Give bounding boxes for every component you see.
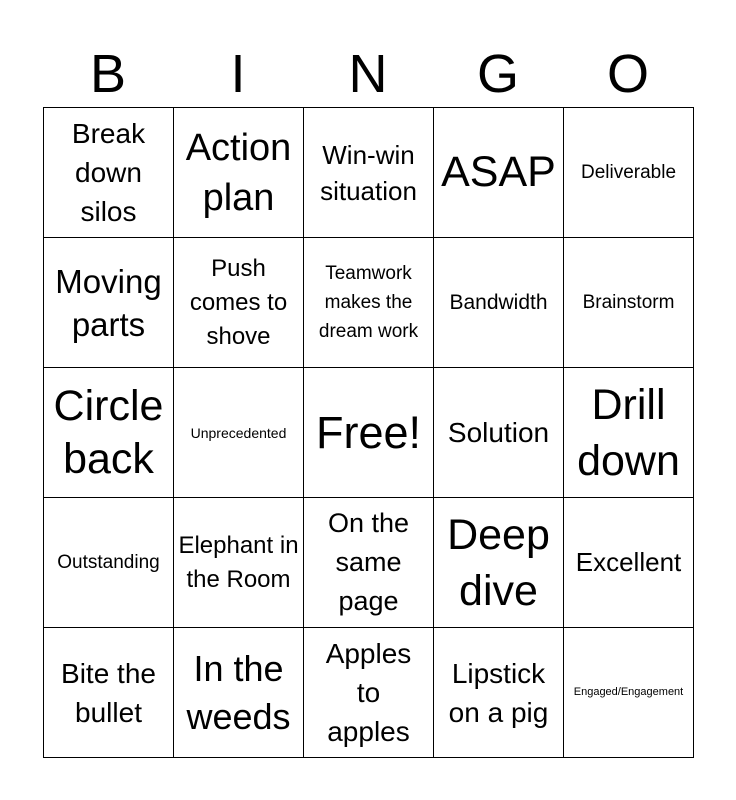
cell-label: Drill down (577, 380, 680, 485)
header-letter-o: O (606, 44, 649, 104)
bingo-cell[interactable] (174, 238, 304, 368)
bingo-cell[interactable] (304, 628, 434, 758)
bingo-cell[interactable] (564, 368, 694, 498)
bingo-cell[interactable] (304, 108, 434, 238)
cell-label: Apples to apples (325, 638, 412, 747)
cell-label: Break down silos (71, 118, 146, 227)
bingo-cell[interactable] (434, 628, 564, 758)
bingo-cell[interactable] (564, 108, 694, 238)
cell-label: Bite the bullet (61, 657, 156, 728)
cell-label: Teamwork makes the dream work (318, 263, 419, 342)
bingo-cell[interactable] (564, 628, 694, 758)
bingo-cell[interactable] (434, 368, 564, 498)
cell-label: Lipstick on a pig (448, 657, 549, 728)
cell-label: Moving parts (55, 262, 162, 343)
cell-label: Solution (447, 417, 550, 448)
bingo-cell[interactable] (304, 498, 434, 628)
bingo-cell[interactable] (44, 498, 174, 628)
cell-label: In the weeds (186, 647, 291, 737)
header-letter-g: G (476, 44, 519, 104)
bingo-cell[interactable] (44, 368, 174, 498)
bingo-cell-free[interactable] (304, 368, 434, 498)
bingo-cell[interactable] (44, 108, 174, 238)
cell-label: Deep dive (447, 510, 550, 615)
cell-label: Engaged/Engagement (573, 686, 684, 698)
cell-label: On the same page (327, 508, 410, 616)
cell-label: Circle back (53, 381, 164, 483)
bingo-cell[interactable] (564, 238, 694, 368)
bingo-cell[interactable] (304, 238, 434, 368)
header-letter-i: I (230, 44, 246, 104)
cell-label: Unprecedented (190, 424, 287, 441)
bingo-cell[interactable] (434, 108, 564, 238)
bingo-cell[interactable] (44, 628, 174, 758)
bingo-cell[interactable] (44, 238, 174, 368)
cell-label: Free! (315, 407, 422, 458)
cell-label: Outstanding (57, 552, 160, 573)
cell-label: Elephant in the Room (178, 531, 299, 593)
cell-label: Brainstorm (582, 292, 675, 313)
cell-label: Push comes to shove (189, 254, 288, 350)
bingo-cell[interactable] (434, 238, 564, 368)
cell-label: Deliverable (580, 162, 677, 183)
bingo-cell[interactable] (564, 498, 694, 628)
bingo-header (43, 40, 693, 108)
header-letter-b: B (89, 44, 127, 104)
bingo-cell[interactable] (174, 108, 304, 238)
bingo-cell[interactable] (174, 498, 304, 628)
bingo-cell[interactable] (434, 498, 564, 628)
bingo-cell[interactable] (174, 628, 304, 758)
cell-label: Win-win situation (320, 139, 417, 206)
cell-label: Excellent (575, 547, 682, 577)
header-letter-n: N (348, 44, 388, 104)
cell-label: Bandwidth (449, 291, 548, 314)
bingo-card-grid (43, 107, 694, 758)
bingo-cell[interactable] (174, 368, 304, 498)
cell-label: Action plan (185, 126, 292, 219)
cell-label: ASAP (441, 148, 556, 196)
